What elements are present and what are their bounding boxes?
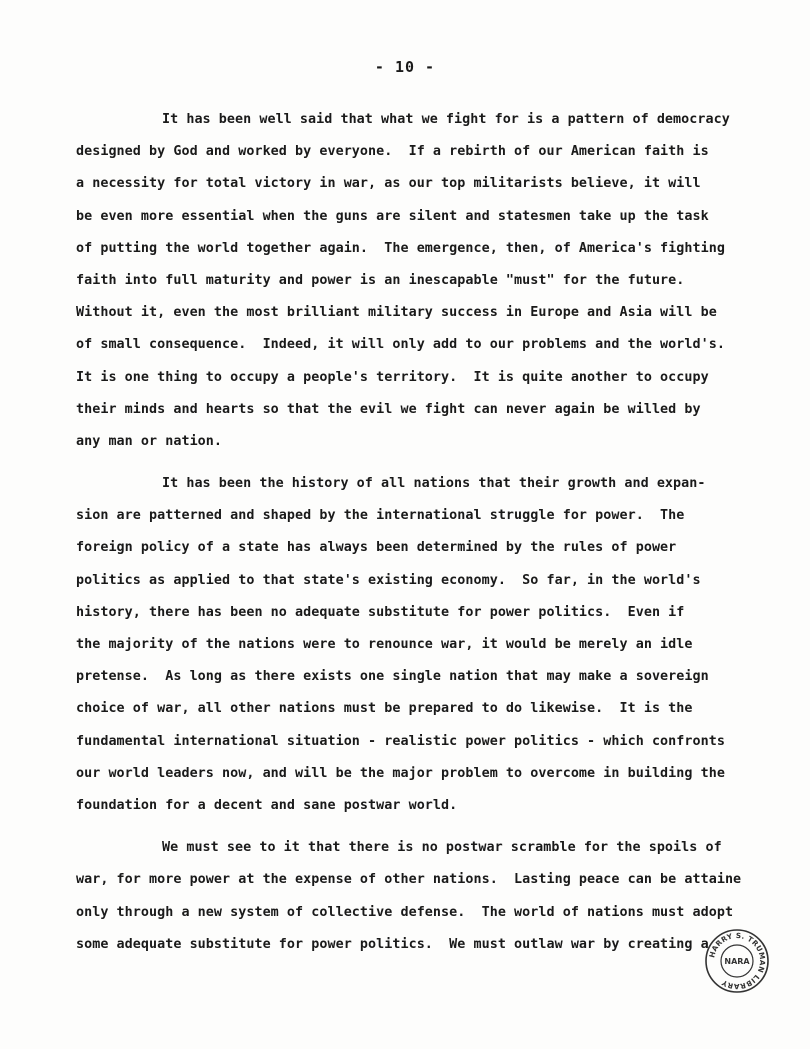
paragraph-1 <box>76 104 796 458</box>
text-line: We must see to it that there is no postwar scramble for the spoils of <box>162 840 722 856</box>
text-line: the majority of the nations were to renounce war, it would be merely an idle <box>76 637 693 652</box>
text-line: pretense. As long as there exists one single nation that may make a sovereign <box>76 669 709 685</box>
text-line: history, there has been no adequate substitute for power politics. Even if <box>76 604 685 620</box>
text-line: foreign policy of a state has always been determined by the rules of power <box>76 540 677 556</box>
text-line: choice of war, all other nations must be prepared to do likewise. It is the <box>76 701 693 717</box>
stamp-ring-text: HARRY S. TRUMAN LIBRARY <box>707 930 768 992</box>
body-text <box>76 104 796 961</box>
text-line: designed by God and worked by everyone. If a rebirth of our American faith is <box>76 144 709 160</box>
stamp-center-text: NARA <box>724 957 750 966</box>
text-line: politics as applied to that state's existing economy. So far, in the world's <box>76 572 701 588</box>
text-line: It has been the history of all nations that their growth and expan- <box>162 476 706 492</box>
text-line: some adequate substitute for power politics. We must outlaw war by creating a <box>76 936 709 952</box>
text-line: their minds and hearts so that the evil we fight can never again be willed by <box>76 401 701 417</box>
text-line: faith into full maturity and power is an inescapable "must" for the future. <box>76 272 685 288</box>
text-line: It is one thing to occupy a people's territory. It is quite another to occupy <box>76 369 709 385</box>
archive-stamp <box>704 928 770 994</box>
text-line: our world leaders now, and will be the major problem to overcome in building the <box>76 765 725 781</box>
text-line: foundation for a decent and sane postwar world. <box>76 797 458 813</box>
text-line: a necessity for total victory in war, as our top militarists believe, it will <box>76 176 701 192</box>
text-line: It has been well said that what we fight for is a pattern of democracy <box>162 112 730 127</box>
text-line: of putting the world together again. The emergence, then, of America's fighting <box>76 240 725 256</box>
paragraph-2 <box>76 468 796 822</box>
text-line: war, for more power at the expense of other nations. Lasting peace can be attaine <box>76 872 742 888</box>
page-number: - 10 - <box>374 58 436 76</box>
text-line: of small consequence. Indeed, it will only add to our problems and the world's. <box>76 337 725 353</box>
text-line: sion are patterned and shaped by the international struggle for power. The <box>76 508 685 524</box>
library-seal-icon <box>704 928 770 994</box>
text-line: Without it, even the most brilliant military success in Europe and Asia will be <box>76 305 717 321</box>
text-line: fundamental international situation - realistic power politics - which confronts <box>76 733 725 749</box>
text-line: be even more essential when the guns are silent and statesmen take up the task <box>76 208 709 224</box>
text-line: any man or nation. <box>76 433 223 449</box>
text-line: only through a new system of collective defense. The world of nations must adopt <box>76 904 734 920</box>
paragraph-3 <box>76 832 796 961</box>
